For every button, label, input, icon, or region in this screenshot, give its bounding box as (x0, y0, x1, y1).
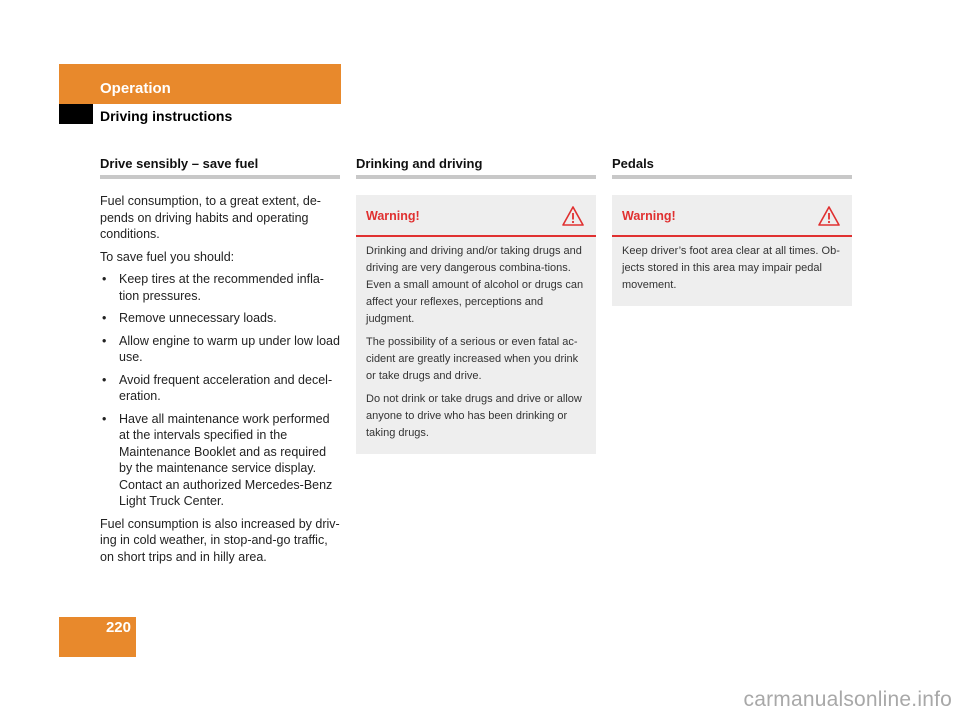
warning-triangle-icon (562, 205, 584, 227)
warning-paragraph: The possibility of a serious or even fatal ac-cident are greatly increased when you drink or take drugs and drive. (366, 336, 579, 382)
column-title: Pedals (612, 156, 852, 179)
intro-paragraph: Fuel consumption, to a great extent, de-pends on driving habits and operating conditions. (100, 194, 321, 241)
warning-paragraph: Drinking and driving and/or taking drugs and driving are very dangerous combina-tions. Even a small amount of alcohol or drugs can affect your reflexes, perceptions and judgment. (366, 245, 584, 325)
closing-paragraph: Fuel consumption is also increased by driv-ing in cold weather, in stop-and-go traffic, on short trips and in hilly area. (100, 516, 340, 564)
section-title: Operation (100, 80, 171, 97)
warning-label: Warning! (366, 209, 420, 223)
warning-triangle-icon (818, 205, 840, 227)
list-item: • Keep tires at the recommended infla-tion pressures. (100, 271, 340, 304)
fuel-tips-list (100, 271, 340, 510)
column-title: Drinking and driving (356, 156, 596, 179)
lead-paragraph: To save fuel you should: (100, 249, 235, 264)
column-title: Drive sensibly – save fuel (100, 156, 340, 179)
warning-header (612, 195, 852, 237)
subsection-marker (59, 104, 93, 124)
page-number-box (59, 617, 136, 657)
list-item: • Remove unnecessary loads. (100, 310, 340, 327)
warning-paragraph: Keep driver’s foot area clear at all times. Ob-jects stored in this area may impair pedal movement. (622, 245, 840, 291)
column-drinking-driving (356, 156, 596, 454)
warning-box (612, 195, 852, 306)
list-item: • Allow engine to warm up under low load use. (100, 333, 340, 366)
warning-paragraph: Do not drink or take drugs and drive or allow anyone to drive who has been drinking or taking drugs. (366, 393, 582, 439)
warning-header (356, 195, 596, 237)
page-number: 220 (105, 619, 131, 636)
column-save-fuel (100, 156, 340, 565)
column-pedals (612, 156, 852, 306)
list-item: • Avoid frequent acceleration and decel-eration. (100, 372, 340, 405)
warning-box (356, 195, 596, 454)
list-item: • Have all maintenance work performed at the intervals specified in the Maintenance Booklet and as required by the maintenance service display. Contact an authorized Mercedes-Benz Light Truck Center. (100, 411, 340, 510)
warning-label: Warning! (622, 209, 676, 223)
watermark: carmanualsonline.info (743, 688, 952, 711)
subsection-title: Driving instructions (100, 108, 233, 124)
